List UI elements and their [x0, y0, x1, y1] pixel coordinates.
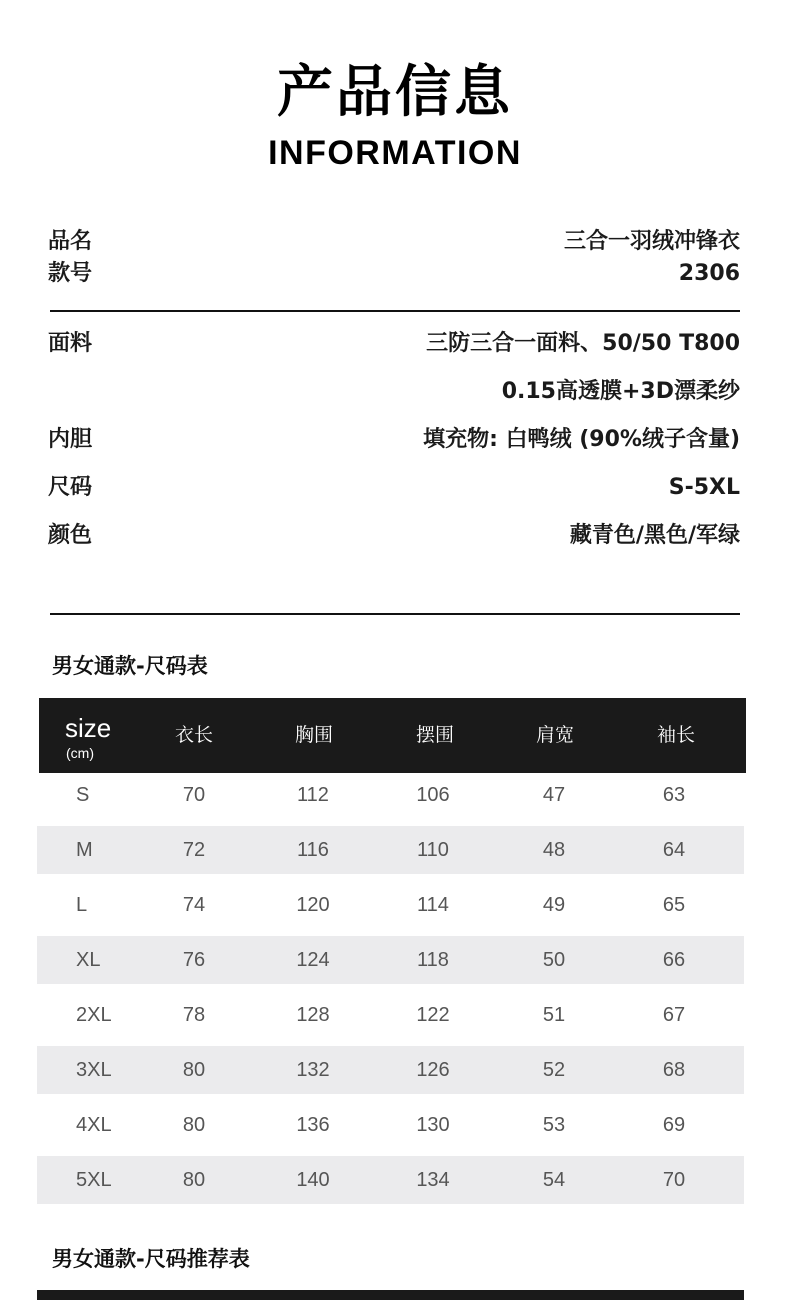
spec-value: 藏青色/黑色/军绿	[569, 523, 740, 548]
spec-value: 2306	[678, 261, 740, 286]
recommend-table-header	[37, 1290, 744, 1300]
page-title-cn: 产品信息	[277, 60, 513, 125]
table-cell: 126	[416, 1059, 450, 1081]
spec-value: 三合一羽绒冲锋衣	[563, 229, 740, 254]
spec-row-style-no	[48, 258, 740, 290]
header-cell: 衣长	[174, 724, 213, 746]
size-table-title: 男女通款-尺码表	[52, 654, 208, 678]
size-table-header	[39, 698, 746, 773]
table-cell: 110	[417, 839, 449, 861]
table-cell: 52	[542, 1059, 566, 1081]
table-cell: 136	[296, 1114, 330, 1136]
header-cell: 摆围	[415, 724, 454, 746]
table-cell: 70	[662, 1169, 686, 1191]
table-cell: 80	[182, 1059, 206, 1081]
divider	[50, 310, 740, 312]
size-cell: XL	[76, 949, 101, 971]
header-size-label: size	[65, 713, 112, 743]
spec-row-fabric-detail	[48, 376, 740, 408]
table-cell: 66	[662, 949, 686, 971]
header-cell: 袖长	[656, 724, 695, 746]
table-cell: 68	[662, 1059, 686, 1081]
table-cell: 118	[417, 949, 449, 971]
spec-row-size	[48, 472, 740, 504]
size-cell: 3XL	[76, 1059, 112, 1081]
table-cell: 49	[542, 894, 566, 916]
table-cell: 70	[182, 784, 206, 806]
spec-row-lining	[48, 424, 740, 456]
spec-value: 三防三合一面料、50/50 T800	[426, 331, 740, 356]
header-unit-label: (cm)	[66, 745, 94, 761]
table-row	[37, 1156, 744, 1204]
table-row	[37, 1101, 744, 1149]
table-cell: 124	[296, 949, 330, 971]
size-cell: M	[76, 839, 93, 861]
divider	[50, 613, 740, 615]
table-cell: 72	[182, 839, 206, 861]
spec-row-color	[48, 520, 740, 552]
header-cell: 肩宽	[535, 724, 574, 746]
table-cell: 53	[542, 1114, 566, 1136]
table-cell: 69	[662, 1114, 686, 1136]
table-row	[37, 881, 744, 929]
spec-row-name	[48, 226, 740, 258]
table-cell: 65	[662, 894, 686, 916]
table-cell: 134	[416, 1169, 450, 1191]
table-cell: 116	[297, 839, 329, 861]
table-cell: 47	[542, 784, 566, 806]
table-row	[37, 771, 744, 819]
table-cell: 114	[417, 894, 449, 916]
size-cell: 5XL	[76, 1169, 112, 1191]
table-cell: 122	[416, 1004, 450, 1026]
header-cell: 胸围	[294, 724, 333, 746]
table-cell: 48	[542, 839, 566, 861]
table-row	[37, 991, 744, 1039]
spec-label: 内胆	[48, 427, 93, 452]
table-cell: 51	[542, 1004, 566, 1026]
size-cell: S	[76, 784, 90, 806]
table-cell: 76	[182, 949, 206, 971]
table-cell: 78	[182, 1004, 206, 1026]
size-cell: 4XL	[76, 1114, 112, 1136]
table-row	[37, 936, 744, 984]
spec-label: 款号	[48, 261, 93, 286]
table-cell: 54	[542, 1169, 566, 1191]
table-cell: 74	[182, 894, 206, 916]
page-title-en: INFORMATION	[268, 134, 522, 172]
spec-row-fabric	[48, 328, 740, 360]
spec-value: 0.15高透膜+3D漂柔纱	[501, 379, 740, 404]
table-cell: 128	[296, 1004, 330, 1026]
spec-label: 颜色	[48, 523, 93, 548]
table-cell: 120	[296, 894, 330, 916]
spec-label: 尺码	[48, 475, 93, 500]
table-cell: 106	[416, 784, 450, 806]
table-cell: 64	[662, 839, 686, 861]
table-cell: 50	[542, 949, 566, 971]
table-row	[37, 826, 744, 874]
table-cell: 80	[182, 1169, 206, 1191]
table-cell: 130	[416, 1114, 450, 1136]
spec-value: 填充物: 白鸭绒 (90%绒子含量)	[423, 427, 740, 452]
table-row	[37, 1046, 744, 1094]
table-cell: 63	[662, 784, 686, 806]
spec-label: 品名	[48, 229, 93, 254]
table-cell: 80	[182, 1114, 206, 1136]
table-cell: 140	[296, 1169, 330, 1191]
table-cell: 132	[296, 1059, 330, 1081]
recommend-table-title: 男女通款-尺码推荐表	[52, 1247, 250, 1271]
table-cell: 67	[662, 1004, 686, 1026]
spec-label: 面料	[48, 331, 93, 356]
size-cell: 2XL	[76, 1004, 112, 1026]
spec-value: S-5XL	[668, 475, 740, 500]
size-cell: L	[76, 894, 88, 916]
table-cell: 112	[297, 784, 329, 806]
